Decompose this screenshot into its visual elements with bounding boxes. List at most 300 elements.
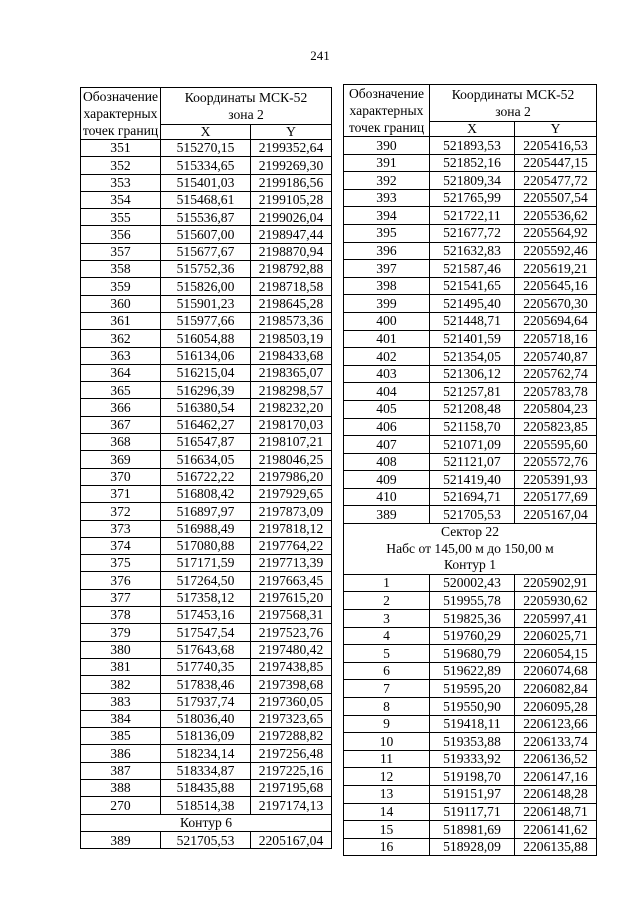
coordinates-table-right (343, 84, 597, 856)
y-coordinate-cell: 2197929,65 (251, 485, 332, 502)
x-coordinate-cell: 521694,71 (430, 488, 515, 506)
table-row (344, 768, 597, 786)
y-coordinate-cell: 2205694,64 (515, 312, 597, 330)
point-number-cell: 388 (81, 779, 161, 796)
y-coordinate-cell: 2206074,68 (515, 662, 597, 680)
y-coordinate-cell: 2205930,62 (515, 592, 597, 610)
point-number-cell: 4 (344, 627, 430, 645)
y-coordinate-cell: 2206025,71 (515, 627, 597, 645)
x-coordinate-cell: 519825,36 (430, 610, 515, 628)
x-coordinate-cell: 521208,48 (430, 400, 515, 418)
point-number-cell: 1 (344, 574, 430, 592)
y-coordinate-cell: 2197523,76 (251, 624, 332, 641)
x-coordinate-cell: 517740,35 (161, 658, 251, 675)
y-coordinate-cell: 2199026,04 (251, 209, 332, 226)
table-row (81, 434, 332, 451)
table-header (344, 85, 597, 137)
y-coordinate-cell: 2198232,20 (251, 399, 332, 416)
y-coordinate-cell: 2198503,19 (251, 330, 332, 347)
table-row (81, 658, 332, 675)
point-number-cell: 361 (81, 312, 161, 329)
x-coordinate-cell: 521705,53 (430, 506, 515, 524)
y-column-header: Y (251, 125, 332, 140)
x-coordinate-cell: 518928,09 (430, 838, 515, 856)
point-number-cell: 376 (81, 572, 161, 589)
point-number-cell: 384 (81, 710, 161, 727)
y-coordinate-cell: 2205823,85 (515, 418, 597, 436)
point-number-cell: 354 (81, 191, 161, 208)
table-row (81, 261, 332, 278)
table-row (344, 242, 597, 260)
y-coordinate-cell: 2206148,71 (515, 803, 597, 821)
x-coordinate-cell: 516722,22 (161, 468, 251, 485)
point-number-cell: 378 (81, 607, 161, 624)
table-row (81, 624, 332, 641)
x-coordinate-cell: 519353,88 (430, 733, 515, 751)
y-coordinate-cell: 2205783,78 (515, 383, 597, 401)
x-coordinate-cell: 516134,06 (161, 347, 251, 364)
point-number-cell: 393 (344, 189, 430, 207)
table-row (344, 348, 597, 366)
table-row (344, 189, 597, 207)
x-coordinate-cell: 517937,74 (161, 693, 251, 710)
point-number-cell: 372 (81, 503, 161, 520)
y-coordinate-cell: 2198298,57 (251, 382, 332, 399)
x-coordinate-cell: 515826,00 (161, 278, 251, 295)
x-coordinate-cell: 521121,07 (430, 453, 515, 471)
section-heading (344, 524, 597, 575)
x-coordinate-cell: 516634,05 (161, 451, 251, 468)
point-number-cell: 353 (81, 174, 161, 191)
table-row (344, 733, 597, 751)
table-row (344, 400, 597, 418)
contour-label: Контур 6 (179, 814, 232, 830)
table-row (81, 728, 332, 745)
table-row (344, 330, 597, 348)
y-coordinate-cell: 2198573,36 (251, 312, 332, 329)
y-coordinate-cell: 2198870,94 (251, 243, 332, 260)
table-row (344, 750, 597, 768)
table-row (344, 680, 597, 698)
y-coordinate-cell: 2198170,03 (251, 416, 332, 433)
point-number-cell: 399 (344, 295, 430, 313)
table-row (81, 745, 332, 762)
point-number-cell: 16 (344, 838, 430, 856)
point-number-cell: 401 (344, 330, 430, 348)
y-coordinate-cell: 2197986,20 (251, 468, 332, 485)
table-row (344, 488, 597, 506)
table-row (81, 382, 332, 399)
table-row (81, 797, 332, 814)
x-coordinate-cell: 521419,40 (430, 471, 515, 489)
x-coordinate-cell: 517080,88 (161, 537, 251, 554)
table-row (344, 312, 597, 330)
point-number-cell: 396 (344, 242, 430, 260)
x-coordinate-cell: 519151,97 (430, 785, 515, 803)
table-row (344, 295, 597, 313)
table-row (344, 137, 597, 155)
table-row (81, 762, 332, 779)
x-coordinate-cell: 519333,92 (430, 750, 515, 768)
y-coordinate-cell: 2206054,15 (515, 645, 597, 663)
table-row (344, 506, 597, 524)
x-coordinate-cell: 519117,71 (430, 803, 515, 821)
table-row (81, 416, 332, 433)
y-coordinate-cell: 2206133,74 (515, 733, 597, 751)
point-number-cell: 362 (81, 330, 161, 347)
y-coordinate-cell: 2205167,04 (515, 506, 597, 524)
point-number-cell: 11 (344, 750, 430, 768)
table-row (344, 260, 597, 278)
table-row (81, 676, 332, 693)
x-coordinate-cell: 520002,43 (430, 574, 515, 592)
point-number-cell: 357 (81, 243, 161, 260)
point-label-header: Обозначение характерных точек границ (81, 88, 161, 140)
point-number-cell: 373 (81, 520, 161, 537)
coord-system-header: Координаты МСК-52 зона 2 (161, 88, 332, 125)
table-row (344, 365, 597, 383)
point-number-cell: 5 (344, 645, 430, 663)
x-coordinate-cell: 521448,71 (430, 312, 515, 330)
x-coordinate-cell: 521632,83 (430, 242, 515, 260)
y-coordinate-cell: 2205391,93 (515, 471, 597, 489)
y-coordinate-cell: 2206148,28 (515, 785, 597, 803)
x-coordinate-cell: 519760,29 (430, 627, 515, 645)
x-column-header: X (430, 122, 515, 137)
point-number-cell: 363 (81, 347, 161, 364)
y-coordinate-cell: 2199269,30 (251, 157, 332, 174)
y-coordinate-cell: 2197288,82 (251, 728, 332, 745)
table-row (81, 641, 332, 658)
point-number-cell: 374 (81, 537, 161, 554)
point-number-cell: 360 (81, 295, 161, 312)
point-number-cell: 366 (81, 399, 161, 416)
y-coordinate-cell: 2199186,56 (251, 174, 332, 191)
x-coordinate-cell: 521354,05 (430, 348, 515, 366)
x-coordinate-cell: 515977,66 (161, 312, 251, 329)
section-row (344, 524, 597, 575)
table-row (344, 277, 597, 295)
table-row (344, 436, 597, 454)
section-heading (81, 814, 332, 832)
y-coordinate-cell: 2197568,31 (251, 607, 332, 624)
table-row (81, 399, 332, 416)
point-number-cell: 12 (344, 768, 430, 786)
y-coordinate-cell: 2197713,39 (251, 555, 332, 572)
y-coordinate-cell: 2197360,05 (251, 693, 332, 710)
sector-label: Сектор 22 (440, 524, 500, 540)
table-row (81, 157, 332, 174)
x-coordinate-cell: 515270,15 (161, 140, 251, 157)
x-coordinate-cell: 518334,87 (161, 762, 251, 779)
x-coordinate-cell: 517453,16 (161, 607, 251, 624)
y-coordinate-cell: 2205536,62 (515, 207, 597, 225)
point-number-cell: 369 (81, 451, 161, 468)
x-coordinate-cell: 517264,50 (161, 572, 251, 589)
point-number-cell: 375 (81, 555, 161, 572)
point-number-cell: 10 (344, 733, 430, 751)
point-number-cell: 9 (344, 715, 430, 733)
table-row (344, 821, 597, 839)
y-coordinate-cell: 2206123,66 (515, 715, 597, 733)
contour-label: Контур 1 (443, 557, 496, 573)
x-coordinate-cell: 518514,38 (161, 797, 251, 814)
point-number-cell: 351 (81, 140, 161, 157)
table-row (81, 589, 332, 606)
y-coordinate-cell: 2205177,69 (515, 488, 597, 506)
table-row (81, 693, 332, 710)
table-row (81, 191, 332, 208)
point-number-cell: 14 (344, 803, 430, 821)
x-coordinate-cell: 515677,67 (161, 243, 251, 260)
x-coordinate-cell: 518136,09 (161, 728, 251, 745)
point-number-cell: 356 (81, 226, 161, 243)
point-number-cell: 394 (344, 207, 430, 225)
y-coordinate-cell: 2197480,42 (251, 641, 332, 658)
point-number-cell: 270 (81, 797, 161, 814)
table-row (81, 312, 332, 329)
table-row (81, 226, 332, 243)
x-coordinate-cell: 517358,12 (161, 589, 251, 606)
table-row (344, 383, 597, 401)
x-coordinate-cell: 517171,59 (161, 555, 251, 572)
y-coordinate-cell: 2199105,28 (251, 191, 332, 208)
point-number-cell: 383 (81, 693, 161, 710)
point-number-cell: 389 (81, 832, 161, 849)
y-coordinate-cell: 2198792,88 (251, 261, 332, 278)
y-coordinate-cell: 2205762,74 (515, 365, 597, 383)
point-number-cell: 387 (81, 762, 161, 779)
x-coordinate-cell: 516462,27 (161, 416, 251, 433)
table-row (81, 295, 332, 312)
point-number-cell: 385 (81, 728, 161, 745)
y-coordinate-cell: 2198718,58 (251, 278, 332, 295)
x-coordinate-cell: 519955,78 (430, 592, 515, 610)
y-coordinate-cell: 2197873,09 (251, 503, 332, 520)
y-coordinate-cell: 2197225,16 (251, 762, 332, 779)
table-row (81, 209, 332, 226)
point-number-cell: 379 (81, 624, 161, 641)
point-number-cell: 405 (344, 400, 430, 418)
x-coordinate-cell: 515536,87 (161, 209, 251, 226)
table-row (344, 785, 597, 803)
x-coordinate-cell: 516380,54 (161, 399, 251, 416)
point-number-cell: 359 (81, 278, 161, 295)
y-coordinate-cell: 2197174,13 (251, 797, 332, 814)
table-row (81, 364, 332, 381)
point-number-cell: 365 (81, 382, 161, 399)
x-coordinate-cell: 516808,42 (161, 485, 251, 502)
point-number-cell: 402 (344, 348, 430, 366)
y-coordinate-cell: 2206095,28 (515, 698, 597, 716)
x-coordinate-cell: 521306,12 (430, 365, 515, 383)
y-coordinate-cell: 2198947,44 (251, 226, 332, 243)
point-number-cell: 371 (81, 485, 161, 502)
y-coordinate-cell: 2205507,54 (515, 189, 597, 207)
x-coordinate-cell: 521541,65 (430, 277, 515, 295)
table-header (81, 88, 332, 140)
x-coordinate-cell: 517547,54 (161, 624, 251, 641)
table-row (81, 572, 332, 589)
point-number-cell: 352 (81, 157, 161, 174)
x-coordinate-cell: 516054,88 (161, 330, 251, 347)
section-row (81, 814, 332, 832)
table-row (81, 243, 332, 260)
point-number-cell: 15 (344, 821, 430, 839)
y-coordinate-cell: 2205592,46 (515, 242, 597, 260)
point-number-cell: 400 (344, 312, 430, 330)
x-coordinate-cell: 521587,46 (430, 260, 515, 278)
y-coordinate-cell: 2205804,23 (515, 400, 597, 418)
point-number-cell: 398 (344, 277, 430, 295)
x-coordinate-cell: 521705,53 (161, 832, 251, 849)
table-row (81, 468, 332, 485)
point-number-cell: 355 (81, 209, 161, 226)
y-coordinate-cell: 2197615,20 (251, 589, 332, 606)
table-row (344, 698, 597, 716)
y-coordinate-cell: 2199352,64 (251, 140, 332, 157)
y-coordinate-cell: 2205902,91 (515, 574, 597, 592)
y-coordinate-cell: 2198365,07 (251, 364, 332, 381)
x-coordinate-cell: 518036,40 (161, 710, 251, 727)
table-row (81, 537, 332, 554)
point-number-cell: 408 (344, 453, 430, 471)
x-coordinate-cell: 516215,04 (161, 364, 251, 381)
x-column-header: X (161, 125, 251, 140)
table-row (344, 803, 597, 821)
point-number-cell: 7 (344, 680, 430, 698)
x-coordinate-cell: 521401,59 (430, 330, 515, 348)
table-row (344, 662, 597, 680)
table-row (81, 607, 332, 624)
x-coordinate-cell: 521071,09 (430, 436, 515, 454)
table-row (81, 278, 332, 295)
y-coordinate-cell: 2205416,53 (515, 137, 597, 155)
table-row (81, 555, 332, 572)
table-row (344, 453, 597, 471)
point-number-cell: 407 (344, 436, 430, 454)
x-coordinate-cell: 519550,90 (430, 698, 515, 716)
coord-system-header: Координаты МСК-52 зона 2 (430, 85, 597, 122)
table-row (344, 574, 597, 592)
point-number-cell: 380 (81, 641, 161, 658)
y-coordinate-cell: 2206141,62 (515, 821, 597, 839)
table-row (344, 627, 597, 645)
point-number-cell: 386 (81, 745, 161, 762)
x-coordinate-cell: 521809,34 (430, 172, 515, 190)
y-coordinate-cell: 2197398,68 (251, 676, 332, 693)
point-number-cell: 3 (344, 610, 430, 628)
x-coordinate-cell: 515901,23 (161, 295, 251, 312)
point-number-cell: 395 (344, 224, 430, 242)
table-row (81, 347, 332, 364)
point-number-cell: 6 (344, 662, 430, 680)
y-coordinate-cell: 2197323,65 (251, 710, 332, 727)
point-number-cell: 364 (81, 364, 161, 381)
x-coordinate-cell: 515468,61 (161, 191, 251, 208)
point-number-cell: 404 (344, 383, 430, 401)
table-row (344, 645, 597, 663)
point-number-cell: 370 (81, 468, 161, 485)
y-coordinate-cell: 2198046,25 (251, 451, 332, 468)
y-coordinate-cell: 2198645,28 (251, 295, 332, 312)
x-coordinate-cell: 521257,81 (430, 383, 515, 401)
table-row (81, 451, 332, 468)
x-coordinate-cell: 516547,87 (161, 434, 251, 451)
x-coordinate-cell: 515752,36 (161, 261, 251, 278)
point-number-cell: 377 (81, 589, 161, 606)
point-number-cell: 389 (344, 506, 430, 524)
y-coordinate-cell: 2205477,72 (515, 172, 597, 190)
x-coordinate-cell: 516897,97 (161, 503, 251, 520)
x-coordinate-cell: 519622,89 (430, 662, 515, 680)
y-coordinate-cell: 2205447,15 (515, 154, 597, 172)
x-coordinate-cell: 521765,99 (430, 189, 515, 207)
x-coordinate-cell: 515401,03 (161, 174, 251, 191)
y-coordinate-cell: 2206136,52 (515, 750, 597, 768)
point-number-cell: 8 (344, 698, 430, 716)
point-number-cell: 13 (344, 785, 430, 803)
table-row (344, 154, 597, 172)
point-number-cell: 2 (344, 592, 430, 610)
y-coordinate-cell: 2205564,92 (515, 224, 597, 242)
table-row (81, 140, 332, 157)
table-row (344, 471, 597, 489)
point-number-cell: 368 (81, 434, 161, 451)
x-coordinate-cell: 515334,65 (161, 157, 251, 174)
x-coordinate-cell: 517643,68 (161, 641, 251, 658)
x-coordinate-cell: 515607,00 (161, 226, 251, 243)
point-number-cell: 403 (344, 365, 430, 383)
y-coordinate-cell: 2206082,84 (515, 680, 597, 698)
x-coordinate-cell: 516988,49 (161, 520, 251, 537)
y-coordinate-cell: 2206147,16 (515, 768, 597, 786)
table-row (344, 172, 597, 190)
x-coordinate-cell: 521893,53 (430, 137, 515, 155)
y-coordinate-cell: 2205645,16 (515, 277, 597, 295)
table-row (344, 838, 597, 856)
y-coordinate-cell: 2205167,04 (251, 832, 332, 849)
x-coordinate-cell: 516296,39 (161, 382, 251, 399)
table-row (81, 330, 332, 347)
y-coordinate-cell: 2197195,68 (251, 779, 332, 796)
x-coordinate-cell: 521722,11 (430, 207, 515, 225)
y-coordinate-cell: 2198107,21 (251, 434, 332, 451)
table-row (81, 779, 332, 796)
x-coordinate-cell: 518981,69 (430, 821, 515, 839)
y-coordinate-cell: 2197438,85 (251, 658, 332, 675)
point-number-cell: 406 (344, 418, 430, 436)
y-coordinate-cell: 2197764,22 (251, 537, 332, 554)
table-row (344, 715, 597, 733)
y-coordinate-cell: 2205595,60 (515, 436, 597, 454)
x-coordinate-cell: 519595,20 (430, 680, 515, 698)
x-coordinate-cell: 517838,46 (161, 676, 251, 693)
table-body (344, 137, 597, 856)
x-coordinate-cell: 521158,70 (430, 418, 515, 436)
x-coordinate-cell: 519198,70 (430, 768, 515, 786)
table-row (344, 418, 597, 436)
point-number-cell: 358 (81, 261, 161, 278)
y-coordinate-cell: 2206135,88 (515, 838, 597, 856)
table-row (81, 503, 332, 520)
page-number: 241 (310, 48, 330, 63)
coordinates-table-left (80, 87, 332, 849)
y-coordinate-cell: 2198433,68 (251, 347, 332, 364)
table-row (81, 710, 332, 727)
y-coordinate-cell: 2197663,45 (251, 572, 332, 589)
table-row (344, 610, 597, 628)
